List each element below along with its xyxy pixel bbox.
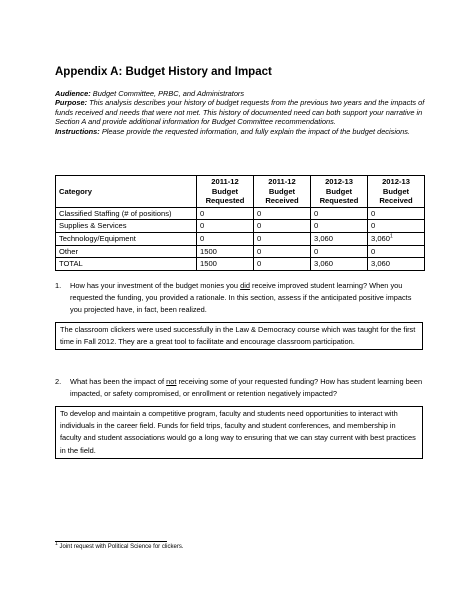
row-category: TOTAL xyxy=(56,258,197,271)
cell-value: 0 xyxy=(311,220,368,233)
cell-value: 3,060 xyxy=(311,232,368,245)
table-row xyxy=(56,245,425,258)
cell-value: 1500 xyxy=(197,258,254,271)
header-budget: Budget xyxy=(325,186,353,196)
audience-line xyxy=(55,89,425,98)
question-text-part: receiving some of your requested funding? How has student learning been impacted, or safety compromised, or enrollment or retention negatively impacted? xyxy=(70,377,423,399)
audience-text: Budget Committee, PRBC, and Administrators xyxy=(90,89,245,98)
header-2012-13-requested xyxy=(311,176,368,208)
row-category: Supplies & Services xyxy=(56,220,197,233)
question-2 xyxy=(55,376,425,400)
question-emphasis: not xyxy=(166,377,177,386)
header-2011-12-received xyxy=(254,176,311,208)
table-row xyxy=(56,207,425,220)
header-2012-13-received xyxy=(368,176,425,208)
row-category: Other xyxy=(56,245,197,258)
header-2011-12-requested xyxy=(197,176,254,208)
cell-value: 0 xyxy=(254,258,311,271)
header-category: Category xyxy=(56,176,197,208)
purpose-text: This analysis describes your history of budget requests from the previous two years and the impacts of funds received and needs that were not met. This history of documented need can both support your narrative in Section A and provide additional information for Budget Committee recommendations. xyxy=(55,98,425,127)
question-emphasis: did xyxy=(240,281,250,290)
header-year: 2012-13 xyxy=(382,177,410,186)
purpose-line xyxy=(55,98,425,126)
footnote-mark: 1 xyxy=(55,541,58,547)
cell-value: 0 xyxy=(197,232,254,245)
header-year: 2011-12 xyxy=(268,177,296,186)
cell-value: 0 xyxy=(254,207,311,220)
cell-value: 0 xyxy=(197,207,254,220)
cell-value: 0 xyxy=(368,220,425,233)
cell-value: 3,060 xyxy=(311,258,368,271)
header-type: Requested xyxy=(205,196,245,206)
budget-table xyxy=(55,175,425,271)
cell-value-with-footnote xyxy=(368,232,425,245)
cell-value: 0 xyxy=(254,220,311,233)
answer-box-1: The classroom clickers were used successfully in the Law & Democracy course which was taught for the first time in Fall 2012. They are a great tool to facilitate and encourage classroom participation. xyxy=(55,322,423,350)
question-text-part: receive improved student learning? When you requested the funding, you provided a rationale. In this section, assess if the anticipated positive impacts you projected have, in fact, been realized. xyxy=(70,281,412,315)
question-number: 2. xyxy=(55,377,62,386)
question-number: 1. xyxy=(55,281,62,290)
cell-value: 3,060 xyxy=(368,258,425,271)
instructions-label: Instructions: xyxy=(55,126,100,136)
question-1 xyxy=(55,280,425,317)
footnote-divider xyxy=(55,541,167,542)
cell-value: 0 xyxy=(254,232,311,245)
table-row-total xyxy=(56,258,425,271)
answer-box-2: To develop and maintain a competitive program, faculty and students need opportunities to interact with individuals in the career field. Funds for field trips, faculty and student conferences, and membership in faculty and student associations would go a long way to ensuring that we can stay current with best practices in the field. xyxy=(55,406,423,459)
intro-block xyxy=(55,89,425,136)
cell-value: 0 xyxy=(311,245,368,258)
cell-value: 0 xyxy=(368,207,425,220)
question-text xyxy=(70,376,425,400)
audience-label: Audience: xyxy=(55,89,91,98)
question-text-part: How has your investment of the budget monies you xyxy=(70,281,241,290)
header-year: 2012-13 xyxy=(325,177,353,186)
cell-value: 3,060 xyxy=(371,233,391,243)
row-category: Technology/Equipment xyxy=(56,232,197,245)
footnote xyxy=(55,541,184,550)
cell-value: 0 xyxy=(311,207,368,220)
page-title: Appendix A: Budget History and Impact xyxy=(55,66,272,78)
question-text xyxy=(70,280,425,317)
instructions-text: Please provide the requested information, and fully explain the impact of the budget decisions. xyxy=(99,126,410,136)
table-row xyxy=(56,232,425,245)
table-header-row xyxy=(56,176,425,208)
header-type: Received xyxy=(379,196,413,206)
header-year: 2011-12 xyxy=(211,177,239,186)
header-budget: Budget xyxy=(211,186,239,196)
row-category: Classified Staffing (# of positions) xyxy=(56,207,197,220)
header-type: Requested xyxy=(319,196,359,206)
header-budget: Budget xyxy=(382,186,410,196)
cell-value: 0 xyxy=(368,245,425,258)
purpose-label: Purpose: xyxy=(55,98,88,108)
cell-value: 1500 xyxy=(197,245,254,258)
cell-value: 0 xyxy=(254,245,311,258)
header-budget: Budget xyxy=(268,186,296,196)
header-type: Received xyxy=(265,196,299,206)
footnote-marker: 1 xyxy=(390,233,393,240)
question-text-part: What has been the impact of xyxy=(70,377,167,386)
table-row xyxy=(56,220,425,233)
cell-value: 0 xyxy=(197,220,254,233)
footnote-text: Joint request with Political Science for clickers. xyxy=(57,544,184,550)
instructions-line xyxy=(55,127,425,136)
